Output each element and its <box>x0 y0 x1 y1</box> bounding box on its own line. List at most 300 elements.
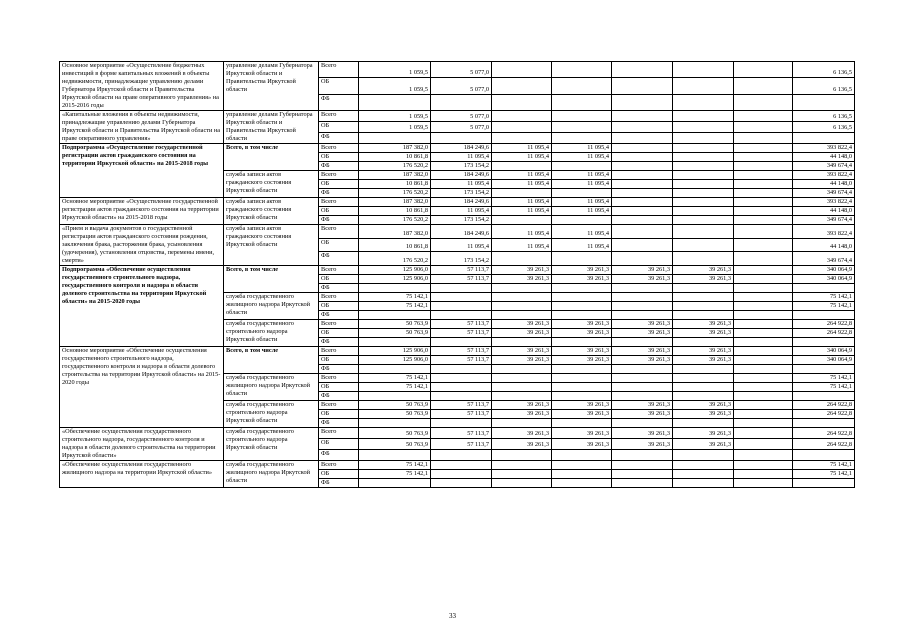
year-value-cell <box>734 479 793 488</box>
total-value-cell <box>793 392 855 401</box>
program-name-cell: Подпрограмма «Обеспечение осуществления государственного строительного надзора, государственного контроля и надзора в области долевого строительства на территории Иркутской области» на 2015-2020 годы <box>60 266 224 347</box>
year-value-cell: 11 095,4 <box>492 225 552 239</box>
year-value-cell: 57 113,7 <box>431 439 492 450</box>
year-value-cell: 75 142,1 <box>359 293 431 302</box>
year-value-cell <box>431 450 492 461</box>
year-value-cell: 11 095,4 <box>431 153 492 162</box>
year-value-cell <box>431 419 492 428</box>
funding-source-cell: ФБ <box>319 392 359 401</box>
total-value-cell: 393 822,4 <box>793 171 855 180</box>
responsible-executor-cell: служба записи актов гражданского состояния Иркутской области <box>224 198 319 225</box>
table-row <box>60 225 855 239</box>
year-value-cell <box>673 225 734 239</box>
year-value-cell <box>734 207 793 216</box>
funding-source-cell: Всего <box>319 401 359 410</box>
year-value-cell <box>612 153 673 162</box>
funding-source-cell: Всего <box>319 171 359 180</box>
year-value-cell: 11 095,4 <box>431 207 492 216</box>
year-value-cell: 173 154,2 <box>431 189 492 198</box>
year-value-cell: 11 095,4 <box>431 238 492 252</box>
year-value-cell <box>431 338 492 347</box>
total-value-cell <box>793 365 855 374</box>
funding-source-cell: Всего <box>319 111 359 122</box>
year-value-cell <box>734 428 793 439</box>
year-value-cell <box>612 365 673 374</box>
year-value-cell: 39 261,3 <box>612 401 673 410</box>
responsible-executor-cell: служба государственного жилищного надзора Иркутской области <box>224 293 319 320</box>
year-value-cell <box>612 419 673 428</box>
year-value-cell: 39 261,3 <box>552 428 612 439</box>
total-value-cell: 349 674,4 <box>793 216 855 225</box>
year-value-cell <box>612 133 673 144</box>
total-value-cell: 75 142,1 <box>793 461 855 470</box>
year-value-cell: 57 113,7 <box>431 320 492 329</box>
funding-source-cell: ФБ <box>319 284 359 293</box>
year-value-cell <box>673 311 734 320</box>
year-value-cell <box>673 252 734 266</box>
year-value-cell <box>492 111 552 122</box>
responsible-executor-cell: служба государственного жилищного надзора Иркутской области <box>224 461 319 488</box>
year-value-cell: 39 261,3 <box>673 266 734 275</box>
program-name-cell: «Обеспечение осуществления государственного жилищного надзора на территории Иркутской области» <box>60 461 224 488</box>
year-value-cell <box>492 479 552 488</box>
year-value-cell: 125 906,0 <box>359 356 431 365</box>
year-value-cell <box>734 293 793 302</box>
year-value-cell: 39 261,3 <box>492 275 552 284</box>
year-value-cell: 11 095,4 <box>552 198 612 207</box>
year-value-cell: 39 261,3 <box>492 428 552 439</box>
year-value-cell <box>734 365 793 374</box>
year-value-cell <box>612 216 673 225</box>
year-value-cell <box>612 111 673 122</box>
year-value-cell <box>673 189 734 198</box>
total-value-cell: 75 142,1 <box>793 383 855 392</box>
year-value-cell <box>734 266 793 275</box>
year-value-cell: 39 261,3 <box>552 401 612 410</box>
year-value-cell: 10 861,8 <box>359 153 431 162</box>
total-value-cell <box>793 133 855 144</box>
year-value-cell: 5 077,0 <box>431 78 492 94</box>
year-value-cell: 39 261,3 <box>612 356 673 365</box>
year-value-cell: 187 382,0 <box>359 198 431 207</box>
year-value-cell <box>612 338 673 347</box>
funding-source-cell: ФБ <box>319 162 359 171</box>
total-value-cell: 75 142,1 <box>793 293 855 302</box>
year-value-cell: 57 113,7 <box>431 275 492 284</box>
total-value-cell: 44 148,0 <box>793 207 855 216</box>
year-value-cell: 184 249,6 <box>431 198 492 207</box>
year-value-cell <box>673 153 734 162</box>
year-value-cell <box>431 479 492 488</box>
year-value-cell <box>492 189 552 198</box>
year-value-cell: 57 113,7 <box>431 266 492 275</box>
year-value-cell <box>492 392 552 401</box>
year-value-cell <box>492 374 552 383</box>
total-value-cell <box>793 284 855 293</box>
total-value-cell: 340 064,9 <box>793 347 855 356</box>
year-value-cell <box>612 284 673 293</box>
total-value-cell <box>793 338 855 347</box>
year-value-cell: 176 520,2 <box>359 189 431 198</box>
total-value-cell: 340 064,9 <box>793 275 855 284</box>
year-value-cell <box>359 419 431 428</box>
year-value-cell <box>359 94 431 110</box>
funding-source-cell: ФБ <box>319 133 359 144</box>
year-value-cell <box>431 311 492 320</box>
year-value-cell <box>734 302 793 311</box>
total-value-cell: 264 922,8 <box>793 401 855 410</box>
year-value-cell: 10 861,8 <box>359 238 431 252</box>
year-value-cell <box>552 479 612 488</box>
responsible-executor-cell: служба государственного жилищного надзора Иркутской области <box>224 374 319 401</box>
year-value-cell: 11 095,4 <box>492 207 552 216</box>
year-value-cell: 187 382,0 <box>359 225 431 239</box>
year-value-cell <box>612 62 673 78</box>
year-value-cell: 176 520,2 <box>359 162 431 171</box>
year-value-cell <box>552 374 612 383</box>
responsible-executor-cell: управление делами Губернатора Иркутской области и Правительства Иркутской области <box>224 111 319 144</box>
year-value-cell <box>492 450 552 461</box>
year-value-cell <box>552 392 612 401</box>
year-value-cell: 39 261,3 <box>552 266 612 275</box>
year-value-cell: 11 095,4 <box>492 198 552 207</box>
year-value-cell: 39 261,3 <box>673 275 734 284</box>
year-value-cell: 39 261,3 <box>552 320 612 329</box>
year-value-cell: 39 261,3 <box>673 356 734 365</box>
total-value-cell: 393 822,4 <box>793 144 855 153</box>
table-body <box>60 62 855 488</box>
year-value-cell <box>673 284 734 293</box>
program-name-cell: Подпрограмма «Осуществление государственной регистрации актов гражданского состояния на территории Иркутской области» на 2015-2018 годы <box>60 144 224 198</box>
year-value-cell: 75 142,1 <box>359 302 431 311</box>
year-value-cell: 1 059,5 <box>359 122 431 133</box>
year-value-cell: 50 763,9 <box>359 320 431 329</box>
funding-source-cell: ФБ <box>319 479 359 488</box>
year-value-cell: 176 520,2 <box>359 252 431 266</box>
year-value-cell <box>734 410 793 419</box>
year-value-cell: 50 763,9 <box>359 439 431 450</box>
funding-source-cell: ОБ <box>319 180 359 189</box>
responsible-executor-cell: Всего, в том числе <box>224 347 319 374</box>
responsible-executor-cell: служба государственного строительного надзора Иркутской области <box>224 401 319 428</box>
year-value-cell <box>612 311 673 320</box>
total-value-cell: 6 136,5 <box>793 111 855 122</box>
year-value-cell: 125 906,0 <box>359 266 431 275</box>
funding-source-cell: ОБ <box>319 302 359 311</box>
year-value-cell <box>552 122 612 133</box>
total-value-cell: 340 064,9 <box>793 266 855 275</box>
year-value-cell: 173 154,2 <box>431 216 492 225</box>
year-value-cell: 11 095,4 <box>552 144 612 153</box>
year-value-cell <box>673 171 734 180</box>
year-value-cell: 39 261,3 <box>552 356 612 365</box>
year-value-cell <box>431 94 492 110</box>
funding-source-cell: ОБ <box>319 207 359 216</box>
year-value-cell <box>552 284 612 293</box>
year-value-cell <box>552 338 612 347</box>
year-value-cell <box>612 78 673 94</box>
year-value-cell: 187 382,0 <box>359 144 431 153</box>
year-value-cell: 39 261,3 <box>552 410 612 419</box>
year-value-cell: 10 861,8 <box>359 207 431 216</box>
year-value-cell <box>612 252 673 266</box>
total-value-cell: 264 922,8 <box>793 410 855 419</box>
year-value-cell <box>552 365 612 374</box>
year-value-cell <box>673 144 734 153</box>
total-value-cell: 75 142,1 <box>793 470 855 479</box>
year-value-cell: 50 763,9 <box>359 428 431 439</box>
year-value-cell: 57 113,7 <box>431 356 492 365</box>
year-value-cell <box>552 78 612 94</box>
year-value-cell <box>359 392 431 401</box>
year-value-cell <box>552 461 612 470</box>
year-value-cell: 5 077,0 <box>431 62 492 78</box>
total-value-cell: 349 674,4 <box>793 162 855 171</box>
year-value-cell <box>431 302 492 311</box>
table-row <box>60 62 855 78</box>
year-value-cell <box>612 122 673 133</box>
year-value-cell <box>492 78 552 94</box>
year-value-cell <box>612 198 673 207</box>
total-value-cell: 44 148,0 <box>793 180 855 189</box>
year-value-cell <box>734 401 793 410</box>
year-value-cell <box>734 153 793 162</box>
funding-source-cell: ФБ <box>319 450 359 461</box>
responsible-executor-cell: служба государственного строительного надзора Иркутской области <box>224 320 319 347</box>
year-value-cell <box>431 293 492 302</box>
total-value-cell <box>793 311 855 320</box>
year-value-cell <box>673 302 734 311</box>
year-value-cell <box>612 94 673 110</box>
year-value-cell: 11 095,4 <box>552 207 612 216</box>
table-row <box>60 347 855 356</box>
year-value-cell <box>492 338 552 347</box>
year-value-cell: 173 154,2 <box>431 162 492 171</box>
year-value-cell: 176 520,2 <box>359 216 431 225</box>
funding-source-cell: ФБ <box>319 419 359 428</box>
year-value-cell <box>734 252 793 266</box>
table-row <box>60 266 855 275</box>
year-value-cell <box>492 302 552 311</box>
year-value-cell <box>552 94 612 110</box>
table-row <box>60 428 855 439</box>
responsible-executor-cell: Всего, в том числе <box>224 144 319 171</box>
funding-source-cell: ФБ <box>319 252 359 266</box>
year-value-cell <box>492 293 552 302</box>
program-name-cell: «Прием и выдача документов о государственной регистрации актов гражданского состояния рождения, заключения брака, расторжения брака, усыновления (удочерения), установления отцовства, перемены имени, смерти» <box>60 225 224 266</box>
total-value-cell <box>793 479 855 488</box>
year-value-cell: 57 113,7 <box>431 410 492 419</box>
year-value-cell: 11 095,4 <box>552 180 612 189</box>
year-value-cell <box>673 470 734 479</box>
total-value-cell: 264 922,8 <box>793 428 855 439</box>
year-value-cell <box>673 216 734 225</box>
funding-source-cell: ФБ <box>319 338 359 347</box>
year-value-cell: 184 249,6 <box>431 225 492 239</box>
year-value-cell: 39 261,3 <box>492 329 552 338</box>
year-value-cell <box>359 450 431 461</box>
year-value-cell: 39 261,3 <box>492 347 552 356</box>
year-value-cell: 39 261,3 <box>612 266 673 275</box>
total-value-cell: 6 136,5 <box>793 78 855 94</box>
year-value-cell: 184 249,6 <box>431 144 492 153</box>
year-value-cell <box>612 392 673 401</box>
year-value-cell: 11 095,4 <box>552 238 612 252</box>
year-value-cell: 125 906,0 <box>359 347 431 356</box>
year-value-cell: 173 154,2 <box>431 252 492 266</box>
funding-source-cell: Всего <box>319 320 359 329</box>
year-value-cell <box>492 162 552 171</box>
year-value-cell: 5 077,0 <box>431 122 492 133</box>
year-value-cell <box>431 133 492 144</box>
year-value-cell: 11 095,4 <box>552 225 612 239</box>
funding-source-cell: ОБ <box>319 383 359 392</box>
year-value-cell <box>612 470 673 479</box>
year-value-cell: 5 077,0 <box>431 111 492 122</box>
year-value-cell: 39 261,3 <box>492 439 552 450</box>
year-value-cell <box>359 338 431 347</box>
year-value-cell <box>734 94 793 110</box>
funding-source-cell: ОБ <box>319 410 359 419</box>
funding-source-cell: ОБ <box>319 275 359 284</box>
year-value-cell <box>734 392 793 401</box>
year-value-cell <box>734 419 793 428</box>
year-value-cell <box>734 171 793 180</box>
year-value-cell: 1 059,5 <box>359 111 431 122</box>
year-value-cell: 39 261,3 <box>492 266 552 275</box>
total-value-cell: 44 148,0 <box>793 238 855 252</box>
table-row <box>60 144 855 153</box>
year-value-cell <box>734 225 793 239</box>
year-value-cell <box>734 198 793 207</box>
year-value-cell <box>612 302 673 311</box>
year-value-cell: 39 261,3 <box>492 410 552 419</box>
year-value-cell: 11 095,4 <box>492 171 552 180</box>
year-value-cell <box>734 144 793 153</box>
funding-source-cell: Всего <box>319 293 359 302</box>
year-value-cell <box>612 461 673 470</box>
year-value-cell <box>359 284 431 293</box>
year-value-cell <box>734 374 793 383</box>
year-value-cell <box>734 62 793 78</box>
year-value-cell <box>552 133 612 144</box>
year-value-cell <box>673 78 734 94</box>
total-value-cell <box>793 94 855 110</box>
year-value-cell: 50 763,9 <box>359 410 431 419</box>
year-value-cell: 39 261,3 <box>492 401 552 410</box>
year-value-cell <box>612 171 673 180</box>
total-value-cell: 264 922,8 <box>793 320 855 329</box>
year-value-cell: 11 095,4 <box>492 238 552 252</box>
year-value-cell <box>552 470 612 479</box>
year-value-cell <box>552 450 612 461</box>
funding-source-cell: ОБ <box>319 329 359 338</box>
year-value-cell <box>552 252 612 266</box>
total-value-cell: 349 674,4 <box>793 189 855 198</box>
page-number: 33 <box>449 612 456 620</box>
year-value-cell <box>734 238 793 252</box>
year-value-cell <box>673 62 734 78</box>
year-value-cell <box>734 450 793 461</box>
year-value-cell <box>734 329 793 338</box>
total-value-cell: 44 148,0 <box>793 153 855 162</box>
year-value-cell <box>492 252 552 266</box>
year-value-cell: 39 261,3 <box>612 320 673 329</box>
funding-source-cell: Всего <box>319 198 359 207</box>
year-value-cell <box>612 144 673 153</box>
year-value-cell <box>552 419 612 428</box>
year-value-cell <box>612 238 673 252</box>
table-row <box>60 111 855 122</box>
year-value-cell <box>612 374 673 383</box>
year-value-cell <box>734 216 793 225</box>
table-row <box>60 461 855 470</box>
year-value-cell <box>359 479 431 488</box>
funding-source-cell: ФБ <box>319 311 359 320</box>
year-value-cell: 125 906,0 <box>359 275 431 284</box>
year-value-cell <box>359 133 431 144</box>
year-value-cell: 39 261,3 <box>612 439 673 450</box>
year-value-cell <box>552 62 612 78</box>
year-value-cell <box>673 207 734 216</box>
total-value-cell <box>793 450 855 461</box>
year-value-cell: 39 261,3 <box>552 275 612 284</box>
year-value-cell <box>673 94 734 110</box>
year-value-cell <box>734 284 793 293</box>
program-name-cell: Основное мероприятие «Обеспечение осуществления государственного строительного надзора, государственного контроля и надзора в области долевого строительства на территории Иркутской области» на 2015-2020 годы <box>60 347 224 428</box>
year-value-cell: 39 261,3 <box>673 428 734 439</box>
year-value-cell: 39 261,3 <box>552 347 612 356</box>
year-value-cell <box>673 392 734 401</box>
funding-source-cell: ФБ <box>319 189 359 198</box>
year-value-cell <box>673 461 734 470</box>
year-value-cell <box>431 365 492 374</box>
funding-source-cell: Всего <box>319 347 359 356</box>
year-value-cell <box>673 383 734 392</box>
total-value-cell: 75 142,1 <box>793 302 855 311</box>
year-value-cell <box>673 450 734 461</box>
year-value-cell <box>612 225 673 239</box>
program-name-cell: Основное мероприятие «Осуществление бюджетных инвестиций в форме капитальных вложений в объекты недвижимости, принадлежащие управлению делами Губернатора Иркутской области и Правительства Иркутской области на праве оперативного управления» на 2015-2016 годы <box>60 62 224 111</box>
year-value-cell <box>431 392 492 401</box>
year-value-cell <box>673 365 734 374</box>
funding-source-cell: ОБ <box>319 356 359 365</box>
year-value-cell <box>673 374 734 383</box>
year-value-cell: 11 095,4 <box>492 153 552 162</box>
year-value-cell <box>734 180 793 189</box>
year-value-cell <box>552 162 612 171</box>
budget-table <box>59 61 855 488</box>
responsible-executor-cell: служба записи актов гражданского состояния Иркутской области <box>224 171 319 198</box>
funding-source-cell: ФБ <box>319 216 359 225</box>
year-value-cell <box>492 284 552 293</box>
funding-source-cell: Всего <box>319 144 359 153</box>
responsible-executor-cell: служба записи актов гражданского состояния Иркутской области <box>224 225 319 266</box>
year-value-cell <box>431 461 492 470</box>
funding-source-cell: ОБ <box>319 78 359 94</box>
year-value-cell: 39 261,3 <box>552 439 612 450</box>
year-value-cell: 11 095,4 <box>492 180 552 189</box>
total-value-cell: 6 136,5 <box>793 62 855 78</box>
year-value-cell <box>673 133 734 144</box>
responsible-executor-cell: служба государственного строительного надзора Иркутской области <box>224 428 319 461</box>
year-value-cell <box>492 94 552 110</box>
year-value-cell <box>612 450 673 461</box>
year-value-cell <box>673 238 734 252</box>
table-row <box>60 198 855 207</box>
year-value-cell <box>734 189 793 198</box>
year-value-cell <box>734 133 793 144</box>
